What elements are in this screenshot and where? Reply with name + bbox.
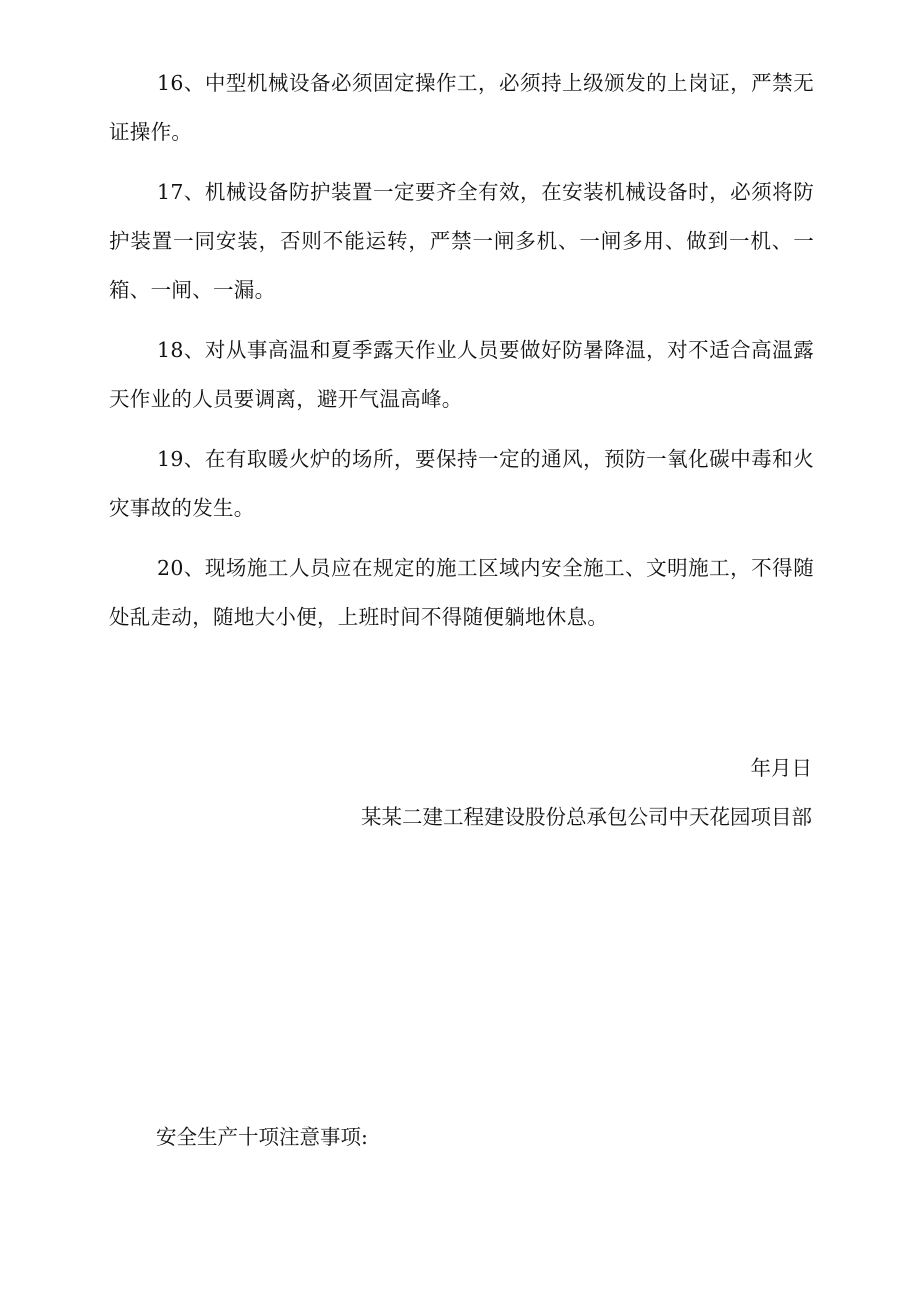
signature-date: 年月日 <box>750 756 812 780</box>
paragraph-item-17: 17、机械设备防护装置一定要齐全有效，在安装机械设备时，必须将防护装置一同安装，否则不能运转，严禁一闸多机、一闸多用、做到一机、一箱、一闸、一漏。 <box>109 180 814 302</box>
document-body <box>109 59 814 653</box>
paragraph-item-20: 20、现场施工人员应在规定的施工区域内安全施工、文明施工，不得随处乱走动，随地大小便，上班时间不得随便躺地休息。 <box>109 556 814 629</box>
paragraph-item-18: 18、对从事高温和夏季露天作业人员要做好防暑降温，对不适合高温露天作业的人员要调离，避开气温高峰。 <box>109 338 814 411</box>
paragraph-item-19: 19、在有取暖火炉的场所，要保持一定的通风，预防一氧化碳中毒和火灾事故的发生。 <box>109 447 814 520</box>
signature-organization: 某某二建工程建设股份总承包公司中天花园项目部 <box>361 805 812 829</box>
section-heading: 安全生产十项注意事项: <box>156 1125 368 1149</box>
paragraph-item-16: 16、中型机械设备必须固定操作工，必须持上级颁发的上岗证，严禁无证操作。 <box>109 71 814 144</box>
